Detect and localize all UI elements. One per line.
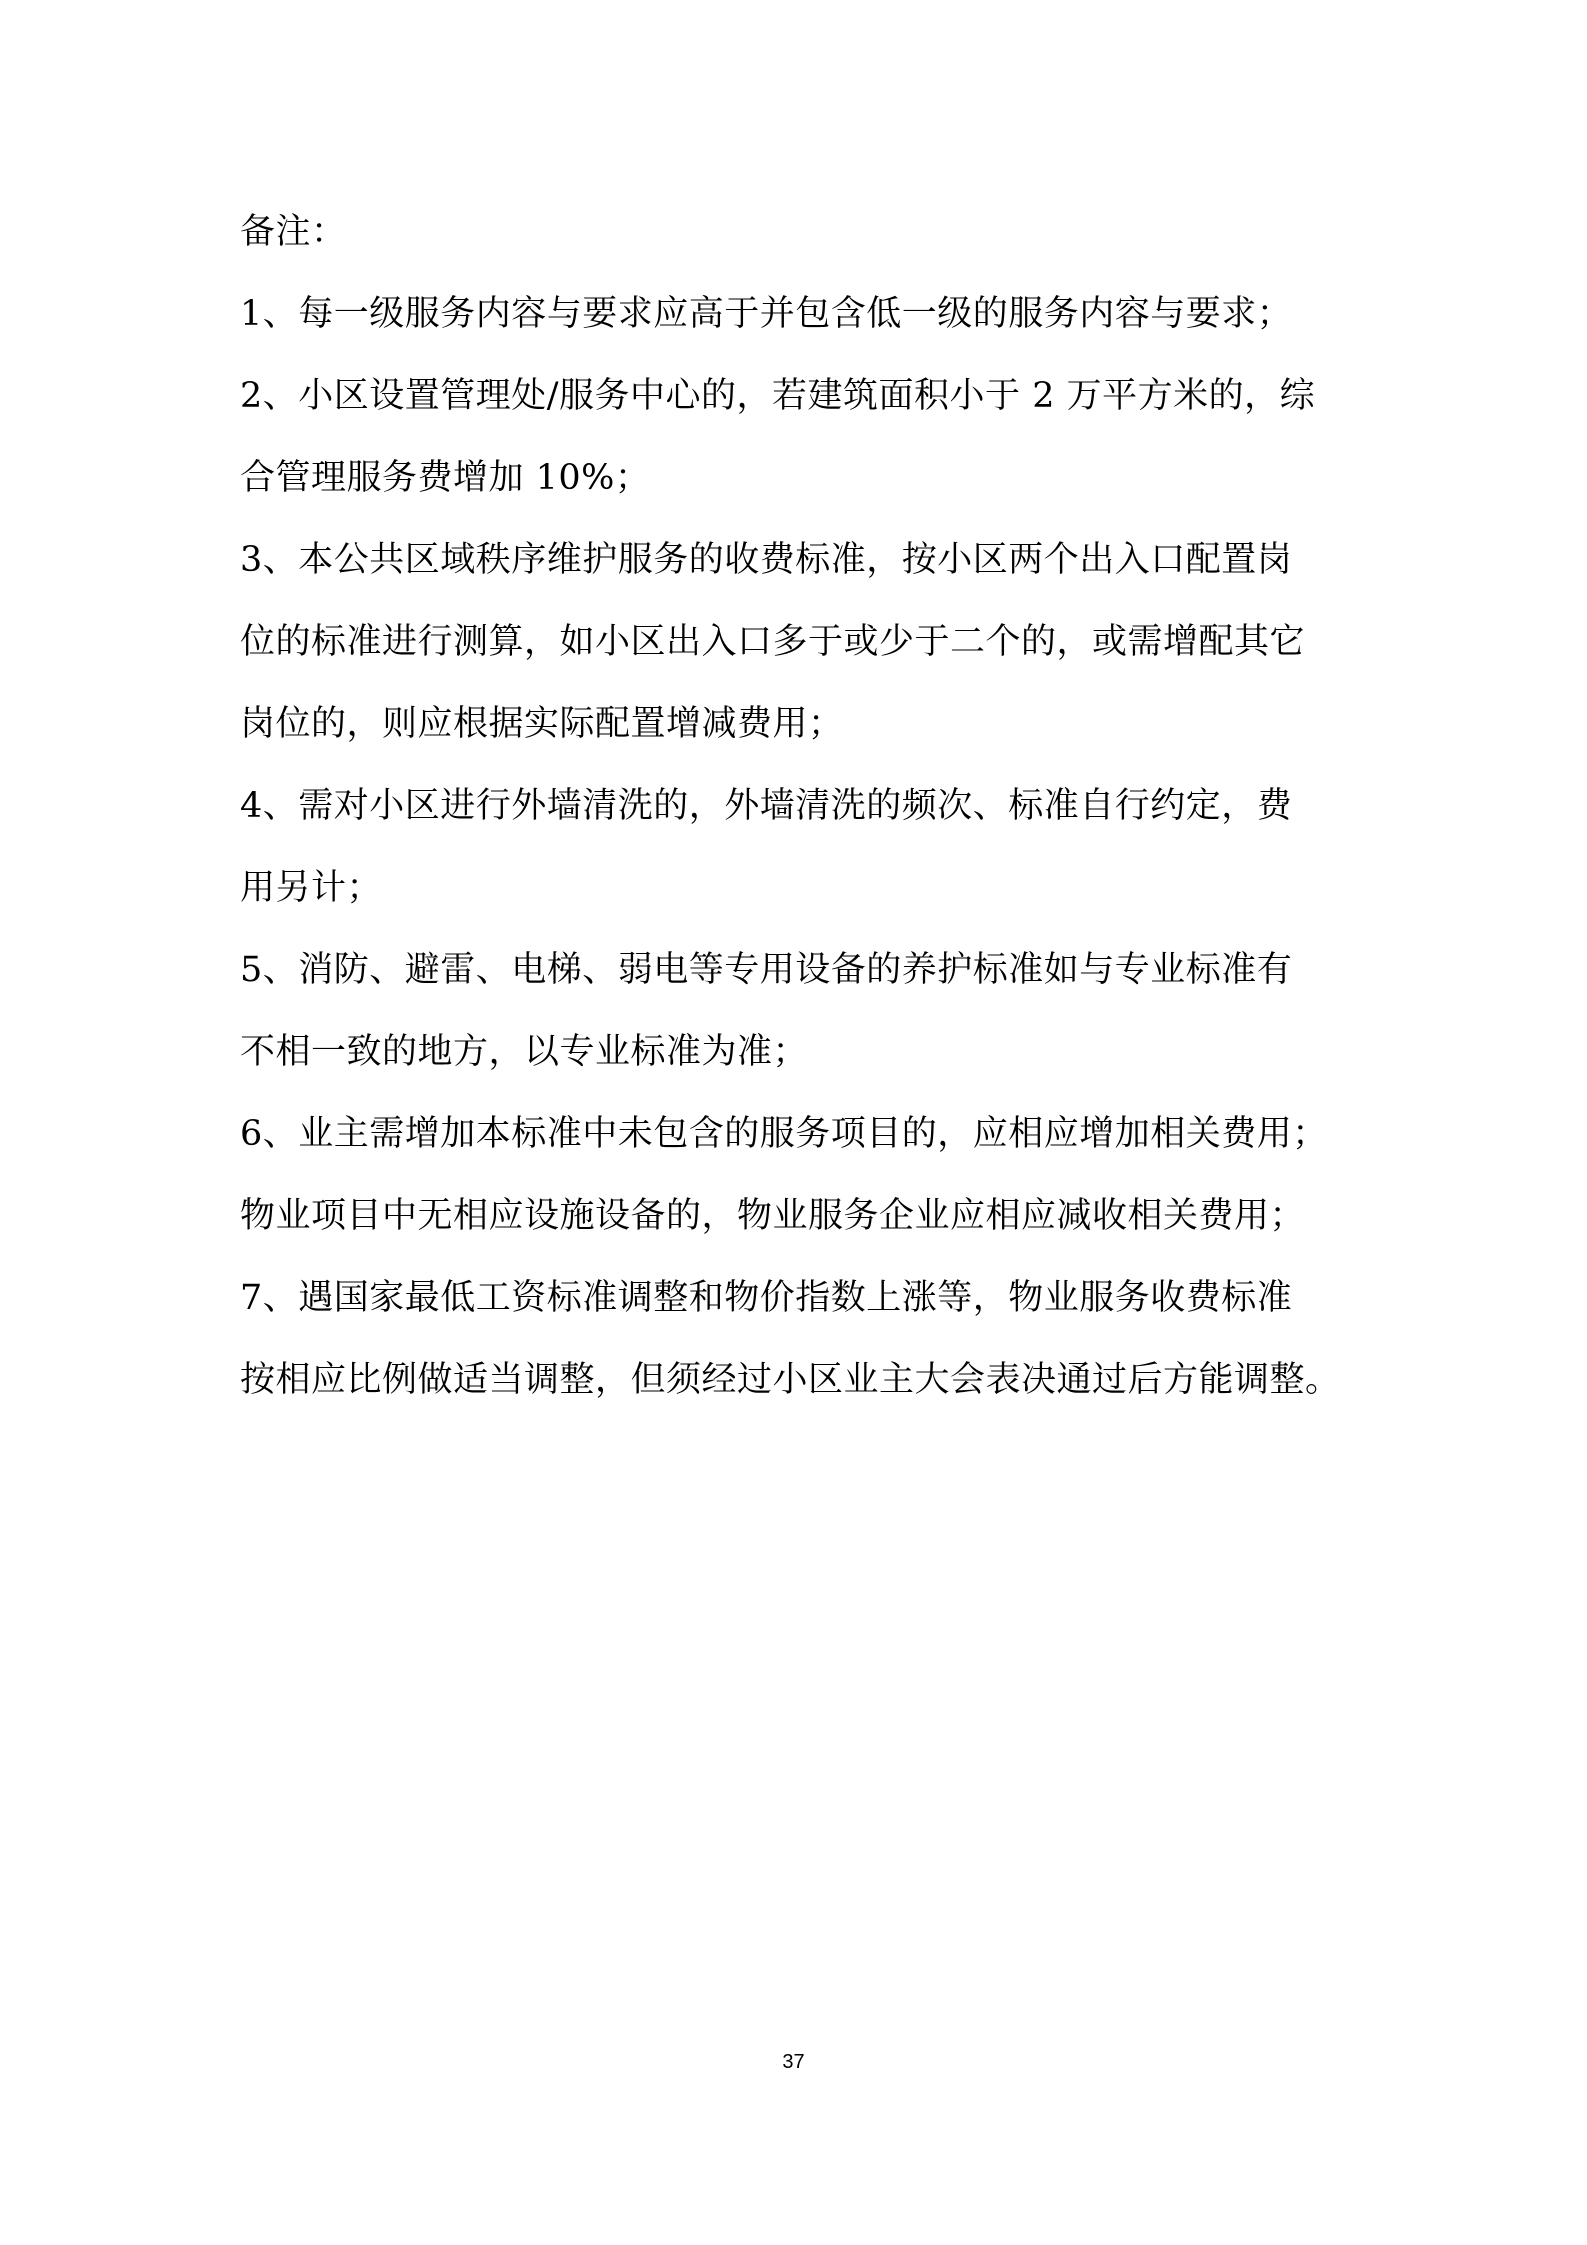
note-line: 不相一致的地方，以专业标准为准；	[240, 1032, 809, 1072]
note-line: 用另计；	[240, 868, 383, 908]
notes-heading: 备注：	[240, 212, 347, 252]
note-line: 2、小区设置管理处/服务中心的，若建筑面积小于 2 万平方米的，综	[240, 376, 1316, 416]
note-line: 3、本公共区域秩序维护服务的收费标准，按小区两个出入口配置岗	[240, 540, 1293, 580]
note-line: 6、业主需增加本标准中未包含的服务项目的，应相应增加相关费用；	[240, 1114, 1328, 1154]
note-line: 按相应比例做适当调整，但须经过小区业主大会表决通过后方能调整。	[240, 1360, 1341, 1400]
note-line: 4、需对小区进行外墙清洗的，外墙清洗的频次、标准自行约定，费	[240, 786, 1293, 826]
page-number: 37	[782, 2051, 805, 2073]
note-line: 合管理服务费增加 10%；	[240, 458, 651, 498]
note-line: 1、每一级服务内容与要求应高于并包含低一级的服务内容与要求；	[240, 294, 1293, 334]
note-line: 7、遇国家最低工资标准调整和物价指数上涨等，物业服务收费标准	[240, 1278, 1293, 1318]
note-line: 物业项目中无相应设施设备的，物业服务企业应相应减收相关费用；	[240, 1196, 1306, 1236]
note-line: 5、消防、避雷、电梯、弱电等专用设备的养护标准如与专业标准有	[240, 950, 1293, 990]
note-line: 位的标准进行测算，如小区出入口多于或少于二个的，或需增配其它	[240, 622, 1306, 662]
note-line: 岗位的，则应根据实际配置增减费用；	[240, 704, 844, 744]
